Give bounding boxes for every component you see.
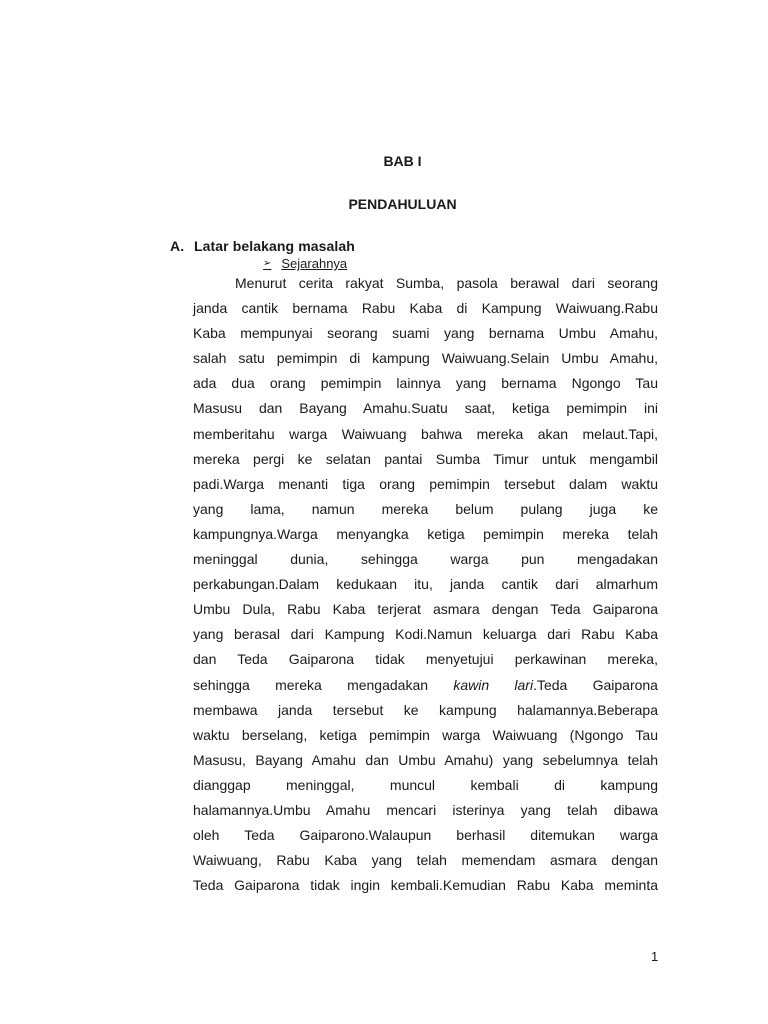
text-line: salah satu pemimpin di kampung Waiwuang.Selain Umbu Amahu, (193, 350, 658, 367)
page-number: 1 (651, 949, 659, 964)
text-line: meninggal dunia, sehingga warga pun mengadakan (193, 551, 658, 568)
text-line: sehingga mereka mengadakan kawin lari.Teda Gaiparona (193, 676, 658, 693)
section-number: A. (170, 238, 185, 254)
text-line: perkabungan.Dalam kedukaan itu, janda cantik dari almarhum (193, 576, 658, 593)
text-line: dan Teda Gaiparona tidak menyetujui perkawinan mereka, (193, 651, 658, 668)
text-line: Teda Gaiparona tidak ingin kembali.Kemudian Rabu Kaba meminta (193, 877, 658, 894)
text-line: Menurut cerita rakyat Sumba, pasola berawal dari seorang (235, 275, 658, 291)
text-line: Waiwuang, Rabu Kaba yang telah memendam asmara dengan (193, 852, 658, 869)
text-line: halamannya.Umbu Amahu mencari isterinya yang telah dibawa (193, 801, 658, 818)
section-heading (170, 238, 355, 254)
text-line: Masusu, Bayang Amahu dan Umbu Amahu) yang sebelumnya telah (193, 751, 658, 768)
bullet-label: Sejarahnya (281, 256, 348, 271)
text-line: yang lama, namun mereka belum pulang juga ke (193, 500, 658, 517)
text-line: kampungnya.Warga menyangka ketiga pemimpin mereka telah (193, 525, 658, 542)
arrow-bullet-icon: ➢ (263, 258, 272, 269)
text-line: membawa janda tersebut ke kampung halamannya.Beberapa (193, 701, 658, 718)
text-line: janda cantik bernama Rabu Kaba di Kampung Waiwuang.Rabu (193, 300, 658, 317)
chapter-heading: BAB I (383, 153, 422, 169)
text-line: oleh Teda Gaiparono.Walaupun berhasil ditemukan warga (193, 827, 658, 844)
section-title: Latar belakang masalah (194, 238, 355, 254)
text-line: Masusu dan Bayang Amahu.Suatu saat, ketiga pemimpin ini (193, 400, 658, 417)
text-line: yang berasal dari Kampung Kodi.Namun keluarga dari Rabu Kaba (193, 626, 658, 643)
text-line: waktu berselang, ketiga pemimpin warga Waiwuang (Ngongo Tau (193, 726, 658, 743)
text-line: Kaba mempunyai seorang suami yang bernama Umbu Amahu, (193, 325, 658, 342)
chapter-title: PENDAHULUAN (348, 196, 457, 212)
text-line: mereka pergi ke selatan pantai Sumba Timur untuk mengambil (193, 450, 658, 467)
text-line: memberitahu warga Waiwuang bahwa mereka akan melaut.Tapi, (193, 425, 658, 442)
text-line: padi.Warga menanti tiga orang pemimpin tersebut dalam waktu (193, 475, 658, 492)
text-line: Umbu Dula, Rabu Kaba terjerat asmara dengan Teda Gaiparona (193, 601, 658, 618)
text-line: dianggap meninggal, muncul kembali di kampung (193, 776, 658, 793)
body-text (193, 271, 658, 898)
bullet-item (263, 256, 347, 271)
text-line: ada dua orang pemimpin lainnya yang bernama Ngongo Tau (193, 375, 658, 392)
